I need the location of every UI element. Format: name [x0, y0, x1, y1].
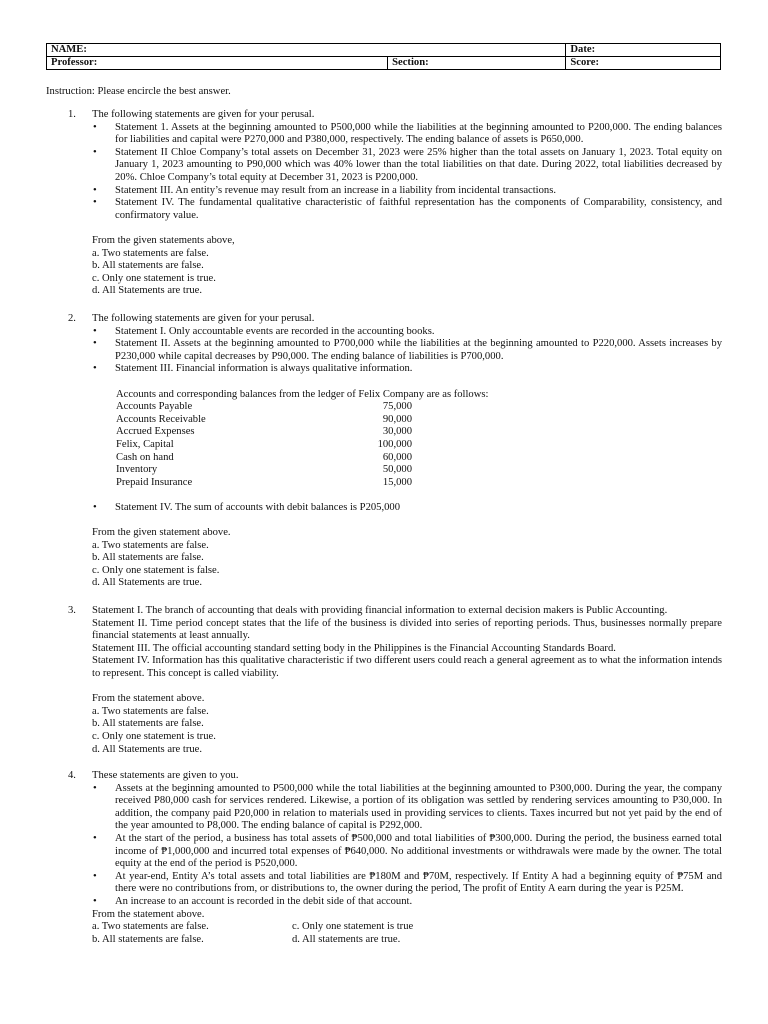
ledger-row: Accounts Receivable 90,000 [116, 413, 412, 425]
statement-bullet: • Statement IV. The fundamental qualitative characteristic of faithful representation has the components of Comparability, consistency, and confirmatory value. [93, 197, 722, 221]
question-number: 3. [68, 605, 76, 616]
question-4 [46, 770, 722, 946]
answer-choice-b[interactable]: b. All statements are false. [92, 260, 204, 272]
ledger-row: Cash on hand 60,000 [116, 451, 412, 463]
question-intro: The following statements are given for your perusal. [92, 313, 315, 324]
statement-text: Statement II. Time period concept states that the life of the business is divided into series of reporting periods. Thus, businesses normally prepare financial statements at least annually. [92, 617, 722, 642]
statement-bullet: • An increase to an account is recorded in the debit side of that account. [93, 895, 413, 907]
bullet-icon: • [93, 338, 97, 350]
question-1 [46, 109, 722, 298]
question-prompt: From the statement above. [92, 908, 205, 920]
question-2 [46, 313, 722, 590]
statement-bullet: • Statement IV. The sum of accounts with debit balances is P205,000 [93, 501, 401, 513]
answer-choice-d[interactable]: d. All Statements are true. [92, 743, 203, 755]
ledger-row: Prepaid Insurance 15,000 [116, 476, 412, 488]
section-field[interactable]: Section: [388, 57, 566, 70]
answer-choice-b[interactable]: b. All statements are false. [92, 718, 204, 730]
bullet-icon: • [93, 832, 97, 844]
statement-bullet: • At the start of the period, a business has total assets of ₱500,000 and total liabilities of ₱300,000. During the period, the business earned total income of ₱1,000,000 and incurred total expenses of ₱640,000. No additional investments or withdrawals were made by the owner. The total equity at the end of the period is P520,000. [93, 832, 722, 870]
question-intro: The following statements are given for your perusal. [92, 109, 315, 120]
bullet-icon: • [93, 363, 97, 375]
bullet-icon: • [93, 184, 97, 196]
question-prompt: From the statement above. [92, 693, 205, 705]
statement-text: Statement IV. Information has this qualitative characteristic if two different users could reach a general agreement as to what the information intends to represent. This concept is called viability. [92, 655, 722, 679]
question-number: 2. [68, 313, 76, 324]
answer-choice-d[interactable]: d. All statements are true. [292, 933, 401, 945]
student-info-header [46, 43, 721, 70]
answer-choice-a[interactable]: a. Two statements are false. [92, 539, 209, 551]
bullet-icon: • [93, 121, 97, 133]
question-number: 1. [68, 109, 76, 120]
ledger-intro: Accounts and corresponding balances from the ledger of Felix Company are as follows: [116, 388, 489, 400]
statement-bullet: • Statement III. An entity’s revenue may result from an increase in a liability from incidental transactions. [93, 184, 556, 196]
ledger-row: Accounts Payable 75,000 [116, 401, 412, 413]
ledger-row: Accrued Expenses 30,000 [116, 426, 412, 438]
answer-choices [92, 921, 492, 934]
answer-choice-b[interactable]: b. All statements are false. [92, 552, 204, 564]
bullet-icon: • [93, 146, 97, 158]
ledger-row: Felix, Capital 100,000 [116, 438, 412, 450]
question-3 [46, 605, 722, 756]
question-number: 4. [68, 770, 76, 781]
date-field[interactable]: Date: [566, 44, 721, 57]
name-field[interactable]: NAME: [47, 44, 566, 57]
answer-choice-a[interactable]: a. Two statements are false. [92, 247, 209, 259]
answer-choice-a[interactable]: a. Two statements are false. [92, 705, 209, 717]
statement-text: Statement I. The branch of accounting that deals with providing financial information to external decision makers is Public Accounting. [92, 605, 668, 616]
answer-choice-a[interactable]: a. Two statements are false. [92, 921, 209, 933]
statement-bullet: • Statement III. Financial information is always qualitative information. [93, 363, 413, 375]
answer-choice-d[interactable]: d. All Statements are true. [92, 285, 203, 297]
question-intro: These statements are given to you. [92, 770, 239, 781]
ledger-table [116, 389, 722, 490]
answer-choice-c[interactable]: c. Only one statement is true [292, 921, 414, 933]
bullet-icon: • [93, 895, 97, 907]
statement-bullet: • Statement II. Assets at the beginning amounted to P700,000 while the liabilities at the beginning amounted to P220,000. Assets increases by P230,000 while capital decreases by P90,000. The ending balance of liabilities is P700,000. [93, 338, 722, 362]
instruction-text: Instruction: Please encircle the best answer. [46, 86, 231, 97]
bullet-icon: • [93, 870, 97, 882]
answer-choice-b[interactable]: b. All statements are false. [92, 933, 204, 945]
answer-choice-c[interactable]: c. Only one statement is false. [92, 564, 220, 576]
bullet-icon: • [93, 197, 97, 209]
bullet-icon: • [93, 325, 97, 337]
statement-bullet: • Statement I. Only accountable events are recorded in the accounting books. [93, 325, 435, 337]
statement-text: Statement III. The official accounting standard setting body in the Philippines is the Financial Accounting Standards Board. [92, 642, 616, 654]
statement-bullet: • Assets at the beginning amounted to P500,000 while the total liabilities at the beginning amounted to P300,000. During the year, the company received P80,000 cash for services rendered. Likewise, a portion of its obligation was settled by rendering services amounting to P30,000. In addition, the company paid P20,000 in relation to materials used in providing services to clients. Taxes incurred but not yet paid by the end of the year amounted to P8,000. The ending balance of capital is P292,000. [93, 782, 722, 832]
answer-choice-c[interactable]: c. Only one statement is true. [92, 272, 216, 284]
statement-bullet: • Statement 1. Assets at the beginning amounted to P500,000 while the liabilities at the beginning amounted to P200,000. The ending balances for liabilities and capital were P270,000 and P380,000, respectively. The ending balance of assets is P650,000. [93, 121, 722, 146]
statement-bullet: • At year-end, Entity A’s total assets and total liabilities are ₱180M and ₱70M, respectively. If Entity A had a beginning equity of ₱75M and there were no contributions from, or distributions to, the owner during the period, The profit of Entity A earn during the year is P25M. [93, 870, 722, 895]
question-prompt: From the given statements above, [92, 234, 235, 246]
answer-choice-d[interactable]: d. All Statements are true. [92, 577, 203, 589]
answer-choices [92, 934, 492, 947]
question-prompt: From the given statement above. [92, 527, 231, 539]
professor-field[interactable]: Professor: [47, 57, 388, 70]
answer-choice-c[interactable]: c. Only one statement is true. [92, 730, 216, 742]
bullet-icon: • [93, 501, 97, 513]
ledger-row: Inventory 50,000 [116, 464, 412, 476]
bullet-icon: • [93, 782, 97, 794]
score-field[interactable]: Score: [566, 57, 721, 70]
statement-bullet: • Statement II Chloe Company’s total assets on December 31, 2023 were 25% higher than the total assets on January 1, 2023. Total equity on January 1, 2023 amounting to P90,000 which was 40% lower than the total liabilities on that date. During 2022, total liabilities decreased by 20%. Chloe Company’s total equity at December 31, 2023 is P200,000. [93, 146, 722, 183]
